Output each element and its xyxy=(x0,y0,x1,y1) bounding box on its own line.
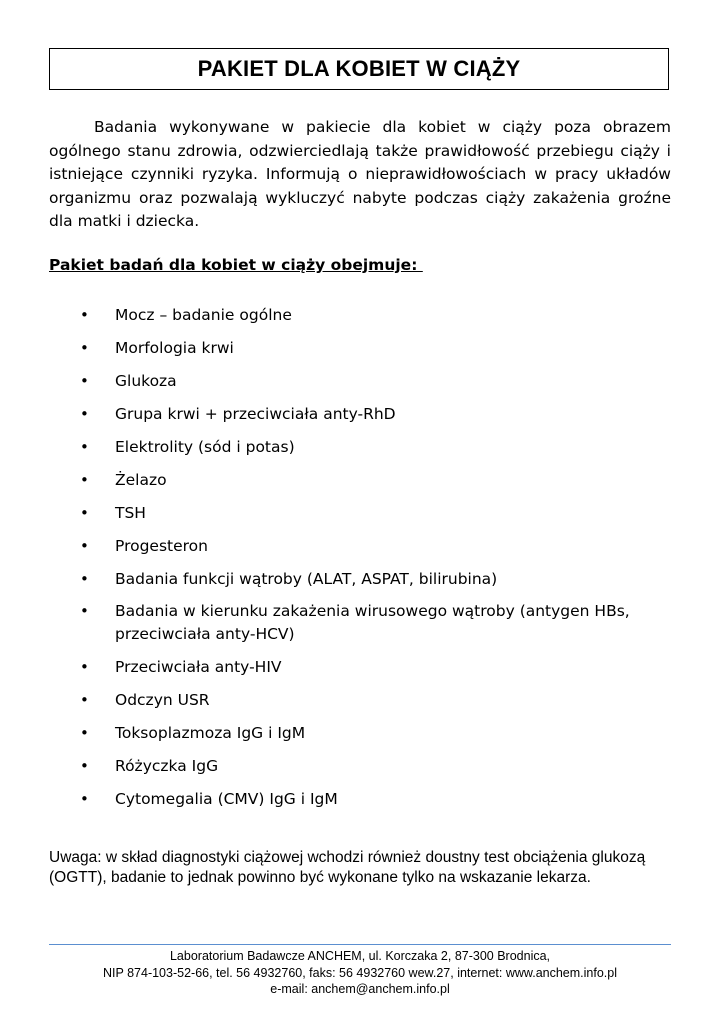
footer-divider xyxy=(49,944,671,945)
test-list-item xyxy=(80,403,660,426)
bullet-icon: • xyxy=(80,306,89,324)
bullet-icon: • xyxy=(80,537,89,555)
test-name: TSH xyxy=(115,504,146,522)
test-list-item xyxy=(80,568,660,591)
bullet-icon: • xyxy=(80,504,89,522)
test-name: Elektrolity (sód i potas) xyxy=(115,438,295,456)
test-name: Glukoza xyxy=(115,372,177,390)
bullet-icon: • xyxy=(80,790,89,808)
test-list-item xyxy=(80,689,660,712)
bullet-icon: • xyxy=(80,438,89,456)
test-name: Badania funkcji wątroby (ALAT, ASPAT, bilirubina) xyxy=(115,570,498,588)
footer-address: Laboratorium Badawcze ANCHEM, ul. Korczaka 2, 87-300 Brodnica, xyxy=(169,949,551,963)
bullet-icon: • xyxy=(80,570,89,588)
test-list-item xyxy=(80,436,660,459)
test-name: Morfologia krwi xyxy=(115,339,234,357)
test-name: Odczyn USR xyxy=(115,691,210,709)
title-box xyxy=(49,48,669,90)
test-list-item xyxy=(80,755,660,778)
test-name: Różyczka IgG xyxy=(115,757,219,775)
test-list-item xyxy=(80,535,660,558)
test-list-item xyxy=(80,469,660,492)
note-paragraph: Uwaga: w skład diagnostyki ciążowej wchodzi również doustny test obciążenia glukozą (OGTT), badanie to jednak powinno być wykonane tylko na wskazanie lekarza. xyxy=(49,849,646,886)
test-name: Żelazo xyxy=(115,471,167,489)
test-list-item xyxy=(80,502,660,525)
test-name: Przeciwciała anty-HIV xyxy=(115,658,282,676)
bullet-icon: • xyxy=(80,471,89,489)
test-name: Badania w kierunku zakażenia wirusowego wątroby (antygen HBs, przeciwciała anty-HCV) xyxy=(115,602,630,643)
test-list-item xyxy=(80,656,660,679)
bullet-icon: • xyxy=(80,372,89,390)
test-name: Cytomegalia (CMV) IgG i IgM xyxy=(115,790,338,808)
test-list-item xyxy=(80,722,660,745)
footer-email: e-mail: anchem@anchem.info.pl xyxy=(270,982,450,996)
bullet-icon: • xyxy=(80,724,89,742)
bullet-icon: • xyxy=(80,757,89,775)
page-title: PAKIET DLA KOBIET W CIĄŻY xyxy=(197,56,521,81)
footer xyxy=(49,948,671,998)
test-list-item xyxy=(80,788,660,811)
bullet-icon: • xyxy=(80,691,89,709)
test-name: Mocz – badanie ogólne xyxy=(115,306,292,324)
intro-paragraph: Badania wykonywane w pakiecie dla kobiet w ciąży poza obrazem ogólnego stanu zdrowia, odzwierciedlają także prawidłowość przebiegu ciąży i istniejące czynniki ryzyka. Informują o nieprawidłowościach w pracy układów organizmu oraz pozwalają wykluczyć nabyte podczas ciąży zakażenia groźne dla matki i dziecka. xyxy=(49,118,671,230)
test-list-item xyxy=(80,304,660,327)
footer-contact: NIP 874-103-52-66, tel. 56 4932760, faks: 56 4932760 wew.27, internet: www.anchem.info.pl xyxy=(103,965,617,980)
test-name: Toksoplazmoza IgG i IgM xyxy=(115,724,306,742)
bullet-icon: • xyxy=(80,405,89,423)
tests-subheading: Pakiet badań dla kobiet w ciąży obejmuje: xyxy=(49,256,423,274)
test-list-item xyxy=(80,337,660,360)
test-list-item xyxy=(80,370,660,393)
test-list-item xyxy=(80,600,660,646)
test-name: Grupa krwi + przeciwciała anty-RhD xyxy=(115,405,396,423)
bullet-icon: • xyxy=(80,602,89,620)
test-name: Progesteron xyxy=(115,537,208,555)
bullet-icon: • xyxy=(80,658,89,676)
bullet-icon: • xyxy=(80,339,89,357)
